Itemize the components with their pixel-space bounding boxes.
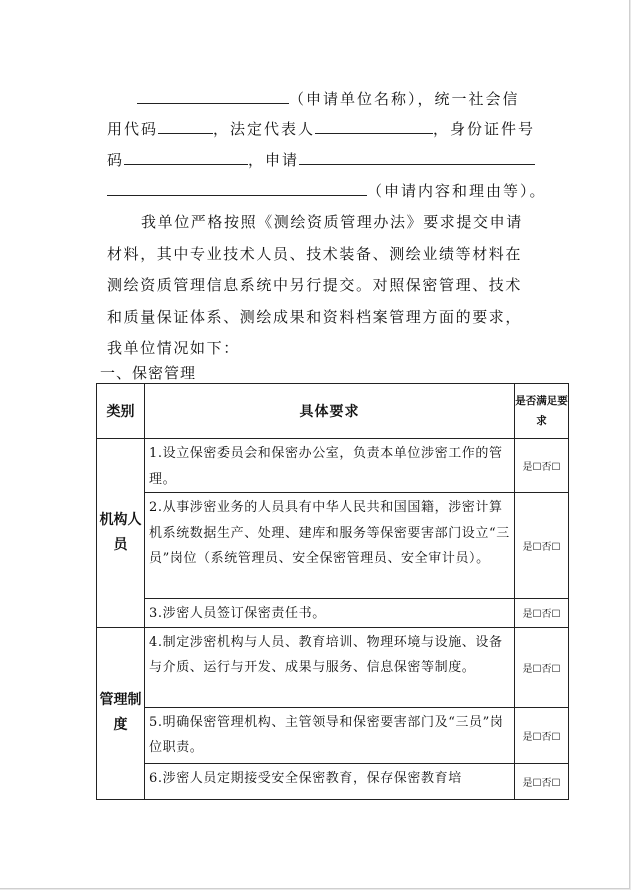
reason-blank[interactable] bbox=[107, 180, 367, 196]
section-title: 一、保密管理 bbox=[100, 364, 197, 382]
body-paragraph bbox=[107, 207, 537, 365]
table-row bbox=[97, 599, 569, 628]
intro-line-2 bbox=[107, 118, 535, 139]
id-label-tail: 码 bbox=[107, 151, 125, 169]
requirement-cell: 6.涉密人员定期接受安全保密教育，保存保密教育培 bbox=[145, 763, 515, 799]
applicant-name-blank[interactable] bbox=[137, 88, 289, 104]
table-row bbox=[97, 439, 569, 493]
secrecy-table bbox=[96, 383, 569, 800]
legal-rep-blank[interactable] bbox=[315, 118, 433, 134]
header-requirement: 具体要求 bbox=[145, 384, 515, 439]
table-row bbox=[97, 707, 569, 763]
applicant-suffix: （申请单位名称），统一社会信 bbox=[289, 90, 520, 108]
requirement-cell: 4.制定涉密机构与人员、教育培训、物理环境与设施、设备与介质、运行与开发、成果与服务、信息保密等制度。 bbox=[145, 627, 515, 707]
yes-no-checkbox[interactable]: 是☐否☐ bbox=[515, 599, 569, 628]
intro-line-1 bbox=[137, 88, 520, 109]
yes-no-checkbox[interactable]: 是☐否☐ bbox=[515, 493, 569, 599]
id-label: ，身份证件号 bbox=[433, 120, 536, 138]
legal-rep-label: ，法定代表人 bbox=[213, 120, 316, 138]
header-satisfied: 是否满足要求 bbox=[515, 384, 569, 439]
yes-no-checkbox[interactable]: 是☐否☐ bbox=[515, 439, 569, 493]
requirement-cell: 1.设立保密委员会和保密办公室，负责本单位涉密工作的管理。 bbox=[145, 439, 515, 493]
apply-content-blank[interactable] bbox=[299, 149, 535, 165]
category-cell: 管理制度 bbox=[97, 627, 145, 799]
yes-no-checkbox[interactable]: 是☐否☐ bbox=[515, 707, 569, 763]
requirement-cell: 2.从事涉密业务的人员具有中华人民共和国国籍，涉密计算机系统数据生产、处理、建库和服务等保密要害部门设立“三员”岗位（系统管理员、安全保密管理员、安全审计员）。 bbox=[145, 493, 515, 599]
category-cell: 机构人员 bbox=[97, 439, 145, 628]
id-number-blank[interactable] bbox=[124, 149, 248, 165]
credit-code-label: 用代码 bbox=[107, 120, 159, 138]
requirement-cell: 5.明确保密管理机构、主管领导和保密要害部门及“三员”岗位职责。 bbox=[145, 707, 515, 763]
credit-code-blank[interactable] bbox=[158, 118, 213, 134]
header-category: 类别 bbox=[97, 384, 145, 439]
apply-label: ，申请 bbox=[248, 151, 300, 169]
yes-no-checkbox[interactable]: 是☐否☐ bbox=[515, 763, 569, 799]
body-paragraph-text: 我单位严格按照《测绘资质管理办法》要求提交申请材料，其中专业技术人员、技术装备、测绘业绩等材料在测绘资质管理信息系统中另行提交。对照保密管理、技术和质量保证体系、测绘成果和资料档案管理方面的要求，我单位情况如下： bbox=[107, 213, 523, 357]
table-header-row bbox=[97, 384, 569, 439]
table-row bbox=[97, 493, 569, 599]
table-row bbox=[97, 627, 569, 707]
requirement-cell: 3.涉密人员签订保密责任书。 bbox=[145, 599, 515, 628]
yes-no-checkbox[interactable]: 是☐否☐ bbox=[515, 627, 569, 707]
table-row bbox=[97, 763, 569, 799]
intro-line-3 bbox=[107, 149, 535, 170]
content-suffix: （申请内容和理由等）。 bbox=[367, 182, 547, 200]
intro-line-4 bbox=[107, 180, 547, 201]
